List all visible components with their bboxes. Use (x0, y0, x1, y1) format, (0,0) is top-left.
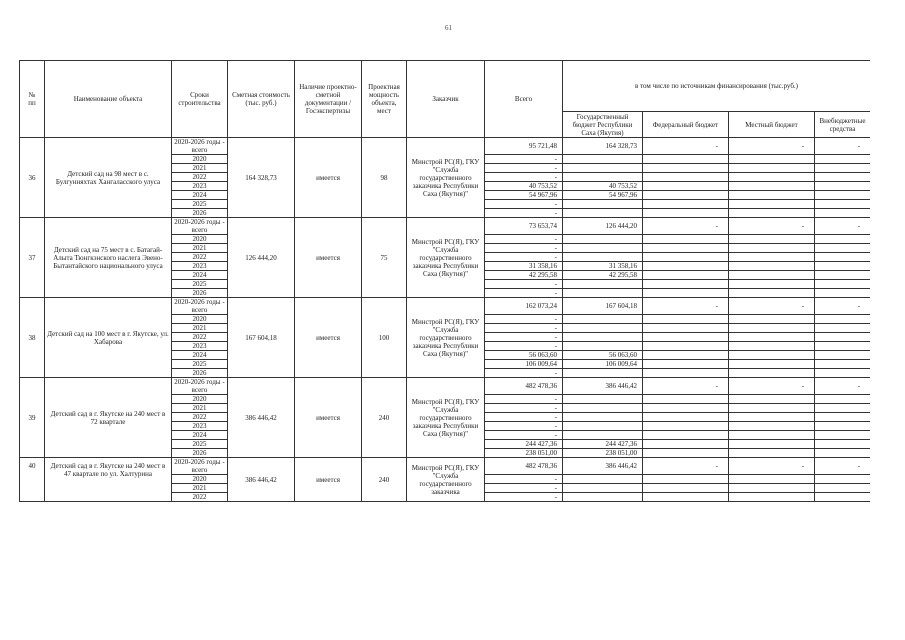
total-value: - (485, 280, 563, 289)
local-budget-value (729, 182, 815, 191)
total-value: - (485, 253, 563, 262)
total-value: 56 063,60 (485, 351, 563, 360)
extra-budget-value (815, 413, 871, 422)
extra-budget-value (815, 280, 871, 289)
federal-budget-value (643, 431, 729, 440)
capacity: 240 (362, 378, 407, 458)
total-value: - (485, 404, 563, 413)
federal-budget-value (643, 182, 729, 191)
federal-budget-value (643, 315, 729, 324)
header-src-state: Государственный бюджет Республики Саха (Якутия) (563, 112, 643, 138)
header-period: Сроки строительства (172, 61, 228, 138)
total-value: - (485, 244, 563, 253)
total-value: - (485, 324, 563, 333)
local-budget-value (729, 404, 815, 413)
total-value: - (485, 475, 563, 484)
state-budget-value: 238 051,00 (563, 449, 643, 458)
federal-budget-value (643, 209, 729, 218)
table-row (20, 458, 871, 475)
extra-budget-value (815, 449, 871, 458)
design-docs-status: имеется (295, 458, 362, 502)
header-no: № пп (20, 61, 45, 138)
object-number: 38 (20, 298, 45, 378)
federal-budget-value (643, 155, 729, 164)
extra-budget-value (815, 244, 871, 253)
total-value: - (485, 431, 563, 440)
state-budget-value (563, 369, 643, 378)
period-cell: 2025 (172, 440, 228, 449)
object-name: Детский сад в г. Якутске на 240 мест в 47 квартале по ул. Халтурина (45, 458, 172, 502)
federal-budget-value (643, 342, 729, 351)
total-value: 40 753,52 (485, 182, 563, 191)
state-budget-value (563, 395, 643, 404)
extra-budget-value (815, 333, 871, 342)
header-cost: Сметная стоимость (тыс. руб.) (228, 61, 295, 138)
period-cell: 2025 (172, 200, 228, 209)
customer: Минстрой РС(Я), ГКУ "Служба государственного заказчика Республики Саха (Якутия)" (407, 298, 485, 378)
estimated-cost: 386 446,42 (228, 378, 295, 458)
local-budget-value (729, 209, 815, 218)
state-budget-value: 244 427,36 (563, 440, 643, 449)
extra-budget-value: - (815, 138, 871, 155)
total-value: 238 051,00 (485, 449, 563, 458)
financing-table (19, 60, 870, 502)
period-cell: 2023 (172, 262, 228, 271)
period-cell: 2020-2026 годы - всего (172, 378, 228, 395)
federal-budget-value (643, 413, 729, 422)
local-budget-value (729, 342, 815, 351)
period-cell: 2025 (172, 280, 228, 289)
state-budget-value (563, 493, 643, 502)
federal-budget-value: - (643, 218, 729, 235)
federal-budget-value (643, 475, 729, 484)
period-cell: 2020-2026 годы - всего (172, 298, 228, 315)
object-number: 39 (20, 378, 45, 458)
total-value: 162 073,24 (485, 298, 563, 315)
federal-budget-value (643, 289, 729, 298)
period-cell: 2024 (172, 351, 228, 360)
extra-budget-value (815, 324, 871, 333)
extra-budget-value: - (815, 298, 871, 315)
state-budget-value (563, 289, 643, 298)
federal-budget-value (643, 449, 729, 458)
federal-budget-value: - (643, 458, 729, 475)
estimated-cost: 164 328,73 (228, 138, 295, 218)
extra-budget-value (815, 182, 871, 191)
header-capacity: Проектная мощность объекта, мест (362, 61, 407, 138)
local-budget-value (729, 235, 815, 244)
total-value: 42 295,58 (485, 271, 563, 280)
local-budget-value (729, 413, 815, 422)
header-total: Всего (485, 61, 563, 138)
local-budget-value (729, 164, 815, 173)
federal-budget-value (643, 493, 729, 502)
object-name: Детский сад на 75 мест в с. Батагай-Алыта Тюнгкэнского наслега Эвено-Бытантайского национального улуса (45, 218, 172, 298)
table-row (20, 378, 871, 395)
total-value: - (485, 209, 563, 218)
table-row (20, 138, 871, 155)
extra-budget-value (815, 191, 871, 200)
design-docs-status: имеется (295, 298, 362, 378)
period-cell: 2020 (172, 235, 228, 244)
period-cell: 2022 (172, 333, 228, 342)
state-budget-value (563, 484, 643, 493)
extra-budget-value (815, 475, 871, 484)
total-value: - (485, 155, 563, 164)
object-name: Детский сад на 100 мест в г. Якутске, ул. Хабарова (45, 298, 172, 378)
state-budget-value: 106 009,64 (563, 360, 643, 369)
design-docs-status: имеется (295, 218, 362, 298)
federal-budget-value (643, 280, 729, 289)
state-budget-value (563, 280, 643, 289)
local-budget-value (729, 253, 815, 262)
page-number: 61 (445, 24, 452, 32)
state-budget-value: 31 358,16 (563, 262, 643, 271)
local-budget-value (729, 173, 815, 182)
period-cell: 2022 (172, 413, 228, 422)
federal-budget-value (643, 253, 729, 262)
extra-budget-value (815, 164, 871, 173)
federal-budget-value (643, 484, 729, 493)
total-value: - (485, 493, 563, 502)
federal-budget-value (643, 404, 729, 413)
header-src-extra: Внебюджетные средства (815, 112, 871, 138)
capacity: 75 (362, 218, 407, 298)
extra-budget-value (815, 289, 871, 298)
state-budget-value (563, 173, 643, 182)
state-budget-value (563, 200, 643, 209)
extra-budget-value (815, 440, 871, 449)
local-budget-value (729, 155, 815, 164)
table-row (20, 298, 871, 315)
federal-budget-value (643, 262, 729, 271)
total-value: - (485, 342, 563, 351)
local-budget-value (729, 315, 815, 324)
extra-budget-value (815, 262, 871, 271)
total-value: 54 967,96 (485, 191, 563, 200)
local-budget-value (729, 395, 815, 404)
period-cell: 2020 (172, 395, 228, 404)
state-budget-value (563, 164, 643, 173)
total-value: 482 478,36 (485, 458, 563, 475)
local-budget-value (729, 431, 815, 440)
local-budget-value (729, 244, 815, 253)
federal-budget-value (643, 173, 729, 182)
header-docs: Наличие проектно-сметной документации /Госэкспертизы (295, 61, 362, 138)
local-budget-value (729, 475, 815, 484)
total-value: 31 358,16 (485, 262, 563, 271)
extra-budget-value: - (815, 218, 871, 235)
extra-budget-value (815, 422, 871, 431)
federal-budget-value (643, 164, 729, 173)
local-budget-value (729, 200, 815, 209)
total-value: 106 009,64 (485, 360, 563, 369)
extra-budget-value (815, 404, 871, 413)
state-budget-value (563, 315, 643, 324)
local-budget-value (729, 289, 815, 298)
federal-budget-value (643, 369, 729, 378)
extra-budget-value (815, 209, 871, 218)
estimated-cost: 386 446,42 (228, 458, 295, 502)
extra-budget-value (815, 173, 871, 182)
local-budget-value (729, 324, 815, 333)
header-customer: Заказчик (407, 61, 485, 138)
header-src-local: Местный бюджет (729, 112, 815, 138)
period-cell: 2023 (172, 182, 228, 191)
customer: Минстрой РС(Я), ГКУ "Служба государственного заказчика Республики Саха (Якутия)" (407, 378, 485, 458)
extra-budget-value (815, 360, 871, 369)
period-cell: 2021 (172, 244, 228, 253)
table-row (20, 218, 871, 235)
estimated-cost: 126 444,20 (228, 218, 295, 298)
federal-budget-value (643, 244, 729, 253)
period-cell: 2022 (172, 493, 228, 502)
local-budget-value: - (729, 138, 815, 155)
extra-budget-value: - (815, 378, 871, 395)
object-name: Детский сад на 98 мест в с. Булгунняхтах Хангаласского улуса (45, 138, 172, 218)
federal-budget-value (643, 422, 729, 431)
period-cell: 2022 (172, 253, 228, 262)
period-cell: 2020 (172, 475, 228, 484)
extra-budget-value (815, 493, 871, 502)
capacity: 100 (362, 298, 407, 378)
total-value: - (485, 369, 563, 378)
period-cell: 2026 (172, 289, 228, 298)
extra-budget-value (815, 351, 871, 360)
extra-budget-value: - (815, 458, 871, 475)
total-value: - (485, 200, 563, 209)
period-cell: 2020-2026 годы - всего (172, 458, 228, 475)
state-budget-value: 167 604,18 (563, 298, 643, 315)
total-value: 244 427,36 (485, 440, 563, 449)
state-budget-value: 40 753,52 (563, 182, 643, 191)
period-cell: 2021 (172, 164, 228, 173)
federal-budget-value (643, 333, 729, 342)
period-cell: 2020 (172, 155, 228, 164)
period-cell: 2026 (172, 369, 228, 378)
design-docs-status: имеется (295, 138, 362, 218)
state-budget-value (563, 155, 643, 164)
period-cell: 2020-2026 годы - всего (172, 138, 228, 155)
state-budget-value (563, 333, 643, 342)
local-budget-value: - (729, 218, 815, 235)
state-budget-value: 54 967,96 (563, 191, 643, 200)
period-cell: 2024 (172, 271, 228, 280)
state-budget-value (563, 342, 643, 351)
state-budget-value (563, 431, 643, 440)
object-name: Детский сад в г. Якутске на 240 мест в 72 квартале (45, 378, 172, 458)
state-budget-value: 56 063,60 (563, 351, 643, 360)
design-docs-status: имеется (295, 378, 362, 458)
state-budget-value (563, 324, 643, 333)
extra-budget-value (815, 395, 871, 404)
extra-budget-value (815, 431, 871, 440)
local-budget-value (729, 191, 815, 200)
total-value: - (485, 333, 563, 342)
period-cell: 2021 (172, 324, 228, 333)
state-budget-value: 386 446,42 (563, 378, 643, 395)
total-value: - (485, 289, 563, 298)
federal-budget-value (643, 191, 729, 200)
period-cell: 2021 (172, 404, 228, 413)
total-value: 73 653,74 (485, 218, 563, 235)
extra-budget-value (815, 369, 871, 378)
extra-budget-value (815, 315, 871, 324)
header-sources-group: в том числе по источникам финансирования (тыс.руб.) (563, 61, 871, 112)
total-value: - (485, 164, 563, 173)
state-budget-value (563, 413, 643, 422)
federal-budget-value: - (643, 378, 729, 395)
period-cell: 2026 (172, 449, 228, 458)
period-cell: 2024 (172, 431, 228, 440)
estimated-cost: 167 604,18 (228, 298, 295, 378)
extra-budget-value (815, 484, 871, 493)
state-budget-value (563, 404, 643, 413)
local-budget-value (729, 493, 815, 502)
local-budget-value: - (729, 378, 815, 395)
federal-budget-value: - (643, 138, 729, 155)
total-value: - (485, 235, 563, 244)
federal-budget-value (643, 395, 729, 404)
capacity: 240 (362, 458, 407, 502)
local-budget-value: - (729, 298, 815, 315)
object-number: 37 (20, 218, 45, 298)
total-value: 95 721,48 (485, 138, 563, 155)
total-value: - (485, 422, 563, 431)
header-src-federal: Федеральный бюджет (643, 112, 729, 138)
period-cell: 2023 (172, 342, 228, 351)
local-budget-value (729, 369, 815, 378)
state-budget-value (563, 475, 643, 484)
total-value: 482 478,36 (485, 378, 563, 395)
local-budget-value (729, 449, 815, 458)
total-value: - (485, 413, 563, 422)
federal-budget-value (643, 235, 729, 244)
extra-budget-value (815, 200, 871, 209)
federal-budget-value (643, 351, 729, 360)
local-budget-value (729, 262, 815, 271)
period-cell: 2025 (172, 360, 228, 369)
state-budget-value: 164 328,73 (563, 138, 643, 155)
local-budget-value: - (729, 458, 815, 475)
state-budget-value (563, 253, 643, 262)
state-budget-value: 386 446,42 (563, 458, 643, 475)
customer: Минстрой РС(Я), ГКУ "Служба государственного заказчика (407, 458, 485, 502)
federal-budget-value (643, 360, 729, 369)
customer: Минстрой РС(Я), ГКУ "Служба государственного заказчика Республики Саха (Якутия)" (407, 218, 485, 298)
period-cell: 2020 (172, 315, 228, 324)
local-budget-value (729, 280, 815, 289)
federal-budget-value: - (643, 298, 729, 315)
local-budget-value (729, 440, 815, 449)
total-value: - (485, 173, 563, 182)
extra-budget-value (815, 155, 871, 164)
federal-budget-value (643, 200, 729, 209)
period-cell: 2020-2026 годы - всего (172, 218, 228, 235)
local-budget-value (729, 333, 815, 342)
object-number: 40 (20, 458, 45, 502)
capacity: 98 (362, 138, 407, 218)
period-cell: 2026 (172, 209, 228, 218)
state-budget-value (563, 235, 643, 244)
customer: Минстрой РС(Я), ГКУ "Служба государственного заказчика Республики Саха (Якутия)" (407, 138, 485, 218)
period-cell: 2022 (172, 173, 228, 182)
table-body (20, 138, 871, 502)
total-value: - (485, 395, 563, 404)
header-name: Наименование объекта (45, 61, 172, 138)
federal-budget-value (643, 440, 729, 449)
federal-budget-value (643, 324, 729, 333)
local-budget-value (729, 484, 815, 493)
federal-budget-value (643, 271, 729, 280)
state-budget-value (563, 422, 643, 431)
local-budget-value (729, 422, 815, 431)
local-budget-value (729, 360, 815, 369)
object-number: 36 (20, 138, 45, 218)
state-budget-value: 42 295,58 (563, 271, 643, 280)
local-budget-value (729, 271, 815, 280)
state-budget-value: 126 444,20 (563, 218, 643, 235)
period-cell: 2023 (172, 422, 228, 431)
period-cell: 2021 (172, 484, 228, 493)
state-budget-value (563, 244, 643, 253)
financing-table-wrapper (19, 60, 870, 578)
extra-budget-value (815, 235, 871, 244)
local-budget-value (729, 351, 815, 360)
extra-budget-value (815, 342, 871, 351)
extra-budget-value (815, 253, 871, 262)
total-value: - (485, 315, 563, 324)
period-cell: 2024 (172, 191, 228, 200)
extra-budget-value (815, 271, 871, 280)
total-value: - (485, 484, 563, 493)
state-budget-value (563, 209, 643, 218)
